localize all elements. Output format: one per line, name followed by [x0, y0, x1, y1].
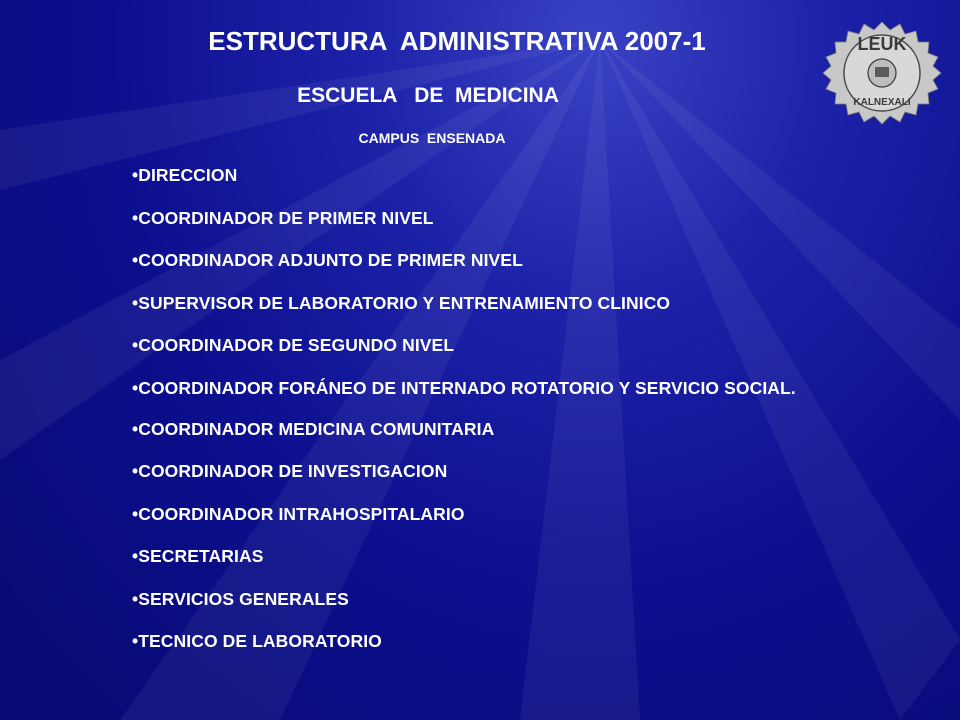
list-item: [132, 164, 892, 186]
list-item-text: SECRETARIAS: [138, 546, 264, 566]
bullet: •: [132, 207, 139, 228]
list-item-text: COORDINADOR INTRAHOSPITALARIO: [138, 503, 465, 524]
bullet: •: [132, 418, 139, 439]
list-item: [132, 377, 892, 399]
logo-text-top: LEUK: [857, 34, 907, 54]
list-item-text: COORDINADOR DE INVESTIGACION: [138, 461, 448, 481]
university-seal-logo: [820, 20, 944, 126]
list-item: [132, 418, 892, 440]
bullet: •: [132, 631, 139, 651]
bullet: •: [132, 335, 139, 355]
list-item-text: COORDINADOR MEDICINA COMUNITARIA: [138, 418, 495, 439]
staff-positions-list: [132, 164, 892, 673]
list-item-text: COORDINADOR DE SEGUNDO NIVEL: [138, 335, 455, 355]
bullet: •: [132, 503, 139, 524]
list-item: [132, 545, 892, 567]
list-item-text: SERVICIOS GENERALES: [138, 588, 349, 609]
school-subtitle: ESCUELA DE MEDICINA: [297, 84, 559, 107]
logo-text-bottom: KALNEXALI: [853, 97, 911, 108]
list-item: [132, 249, 892, 271]
list-item: [132, 588, 892, 610]
list-item: [132, 334, 892, 356]
bullet: •: [132, 292, 139, 313]
bullet: •: [132, 250, 139, 270]
bullet: •: [132, 588, 139, 609]
list-item: [132, 292, 892, 314]
list-item: [132, 503, 892, 525]
list-item: [132, 630, 892, 652]
list-item-text: COORDINADOR ADJUNTO DE PRIMER NIVEL: [138, 250, 523, 270]
bullet: •: [132, 377, 139, 398]
campus-label: CAMPUS ENSENADA: [358, 130, 506, 146]
list-item-text: TECNICO DE LABORATORIO: [138, 631, 382, 651]
bullet: •: [132, 546, 139, 566]
list-item-text: SUPERVISOR DE LABORATORIO Y ENTRENAMIENTO CLINICO: [138, 292, 671, 313]
list-item-text: DIRECCION: [138, 165, 238, 185]
page-title: ESTRUCTURA ADMINISTRATIVA 2007-1: [208, 26, 706, 56]
list-item: [132, 460, 892, 482]
bullet: •: [132, 165, 139, 185]
list-item: [132, 207, 892, 229]
list-item-text: COORDINADOR DE PRIMER NIVEL: [138, 207, 434, 228]
bullet: •: [132, 461, 139, 481]
list-item-text: COORDINADOR FORÁNEO DE INTERNADO ROTATORIO Y SERVICIO SOCIAL.: [138, 377, 796, 398]
